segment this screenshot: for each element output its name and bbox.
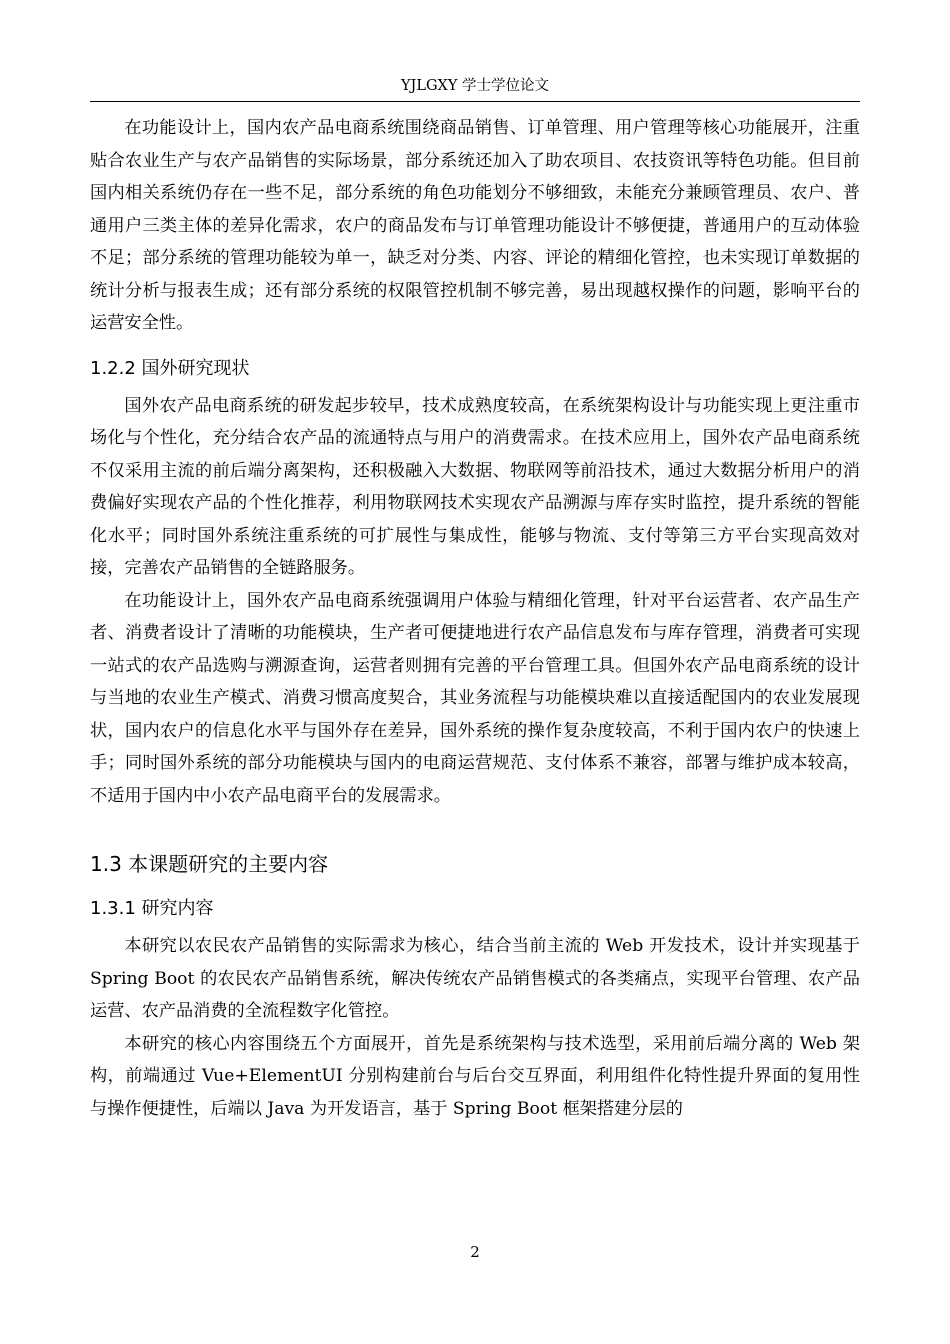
- paragraph-foreign-tech: 国外农产品电商系统的研发起步较早，技术成熟度较高，在系统架构设计与功能实现上更注重市场化与个性化，充分结合农产品的流通特点与用户的消费需求。在技术应用上，国外农产品电商系统不仅采用主流的前后端分离架构，还积极融入大数据、物联网等前沿技术，通过大数据分析用户的消费偏好实现农产品的个性化推荐，利用物联网技术实现农产品溯源与库存实时监控，提升系统的智能化水平；同时国外系统注重系统的可扩展性与集成性，能够与物流、支付等第三方平台实现高效对接，完善农产品销售的全链路服务。: [90, 395, 860, 578]
- paragraph-domestic-function: 在功能设计上，国内农产品电商系统围绕商品销售、订单管理、用户管理等核心功能展开，注重贴合农业生产与农产品销售的实际场景，部分系统还加入了助农项目、农技资讯等特色功能。但目前国内相关系统仍存在一些不足，部分系统的角色功能划分不够细致，未能充分兼顾管理员、农户、普通用户三类主体的差异化需求，农户的商品发布与订单管理功能设计不够便捷，普通用户的互动体验不足；部分系统的管理功能较为单一，缺乏对分类、内容、评论的精细化管控，也未实现订单数据的统计分析与报表生成；还有部分系统的权限管控机制不够完善，易出现越权操作的问题，影响平台的运营安全性。: [90, 118, 860, 333]
- heading-1-2-2: 1.2.2 国外研究现状: [90, 357, 250, 379]
- paragraph-research-content: 本研究的核心内容围绕五个方面展开，首先是系统架构与技术选型，采用前后端分离的 Web 架构，前端通过 Vue+ElementUI 分别构建前台与后台交互界面，利用组件化特性提升界面的复用性与操作便捷性，后端以 Java 为开发语言，基于 Spring Boot 框架搭建分层的: [90, 1033, 860, 1119]
- heading-1-3-1: 1.3.1 研究内容: [90, 898, 214, 919]
- page-body: [90, 112, 860, 1125]
- page-number: 2: [470, 1243, 480, 1261]
- paragraph-foreign-function: 在功能设计上，国外农产品电商系统强调用户体验与精细化管理，针对平台运营者、农产品生产者、消费者设计了清晰的功能模块，生产者可便捷地进行农产品信息发布与库存管理，消费者可实现一站式的农产品选购与溯源查询，运营者则拥有完善的平台管理工具。但国外农产品电商系统的设计与当地的农业生产模式、消费习惯高度契合，其业务流程与功能模块难以直接适配国内的农业发展现状，国内农户的信息化水平与国外存在差异，国外系统的操作复杂度较高，不利于国内农户的快速上手；同时国外系统的部分功能模块与国内的电商运营规范、支付体系不兼容，部署与维护成本较高，不适用于国内中小农产品电商平台的发展需求。: [90, 590, 860, 806]
- paragraph-research-goal: 本研究以农民农产品销售的实际需求为核心，结合当前主流的 Web 开发技术，设计并实现基于 Spring Boot 的农民农产品销售系统，解决传统农产品销售模式的各类痛点，实现平台管理、农产品运营、农产品消费的全流程数字化管控。: [90, 936, 860, 1021]
- header-divider: [90, 101, 860, 102]
- heading-1-3: 1.3 本课题研究的主要内容: [90, 852, 329, 876]
- running-header: YJLGXY 学士学位论文: [400, 78, 550, 94]
